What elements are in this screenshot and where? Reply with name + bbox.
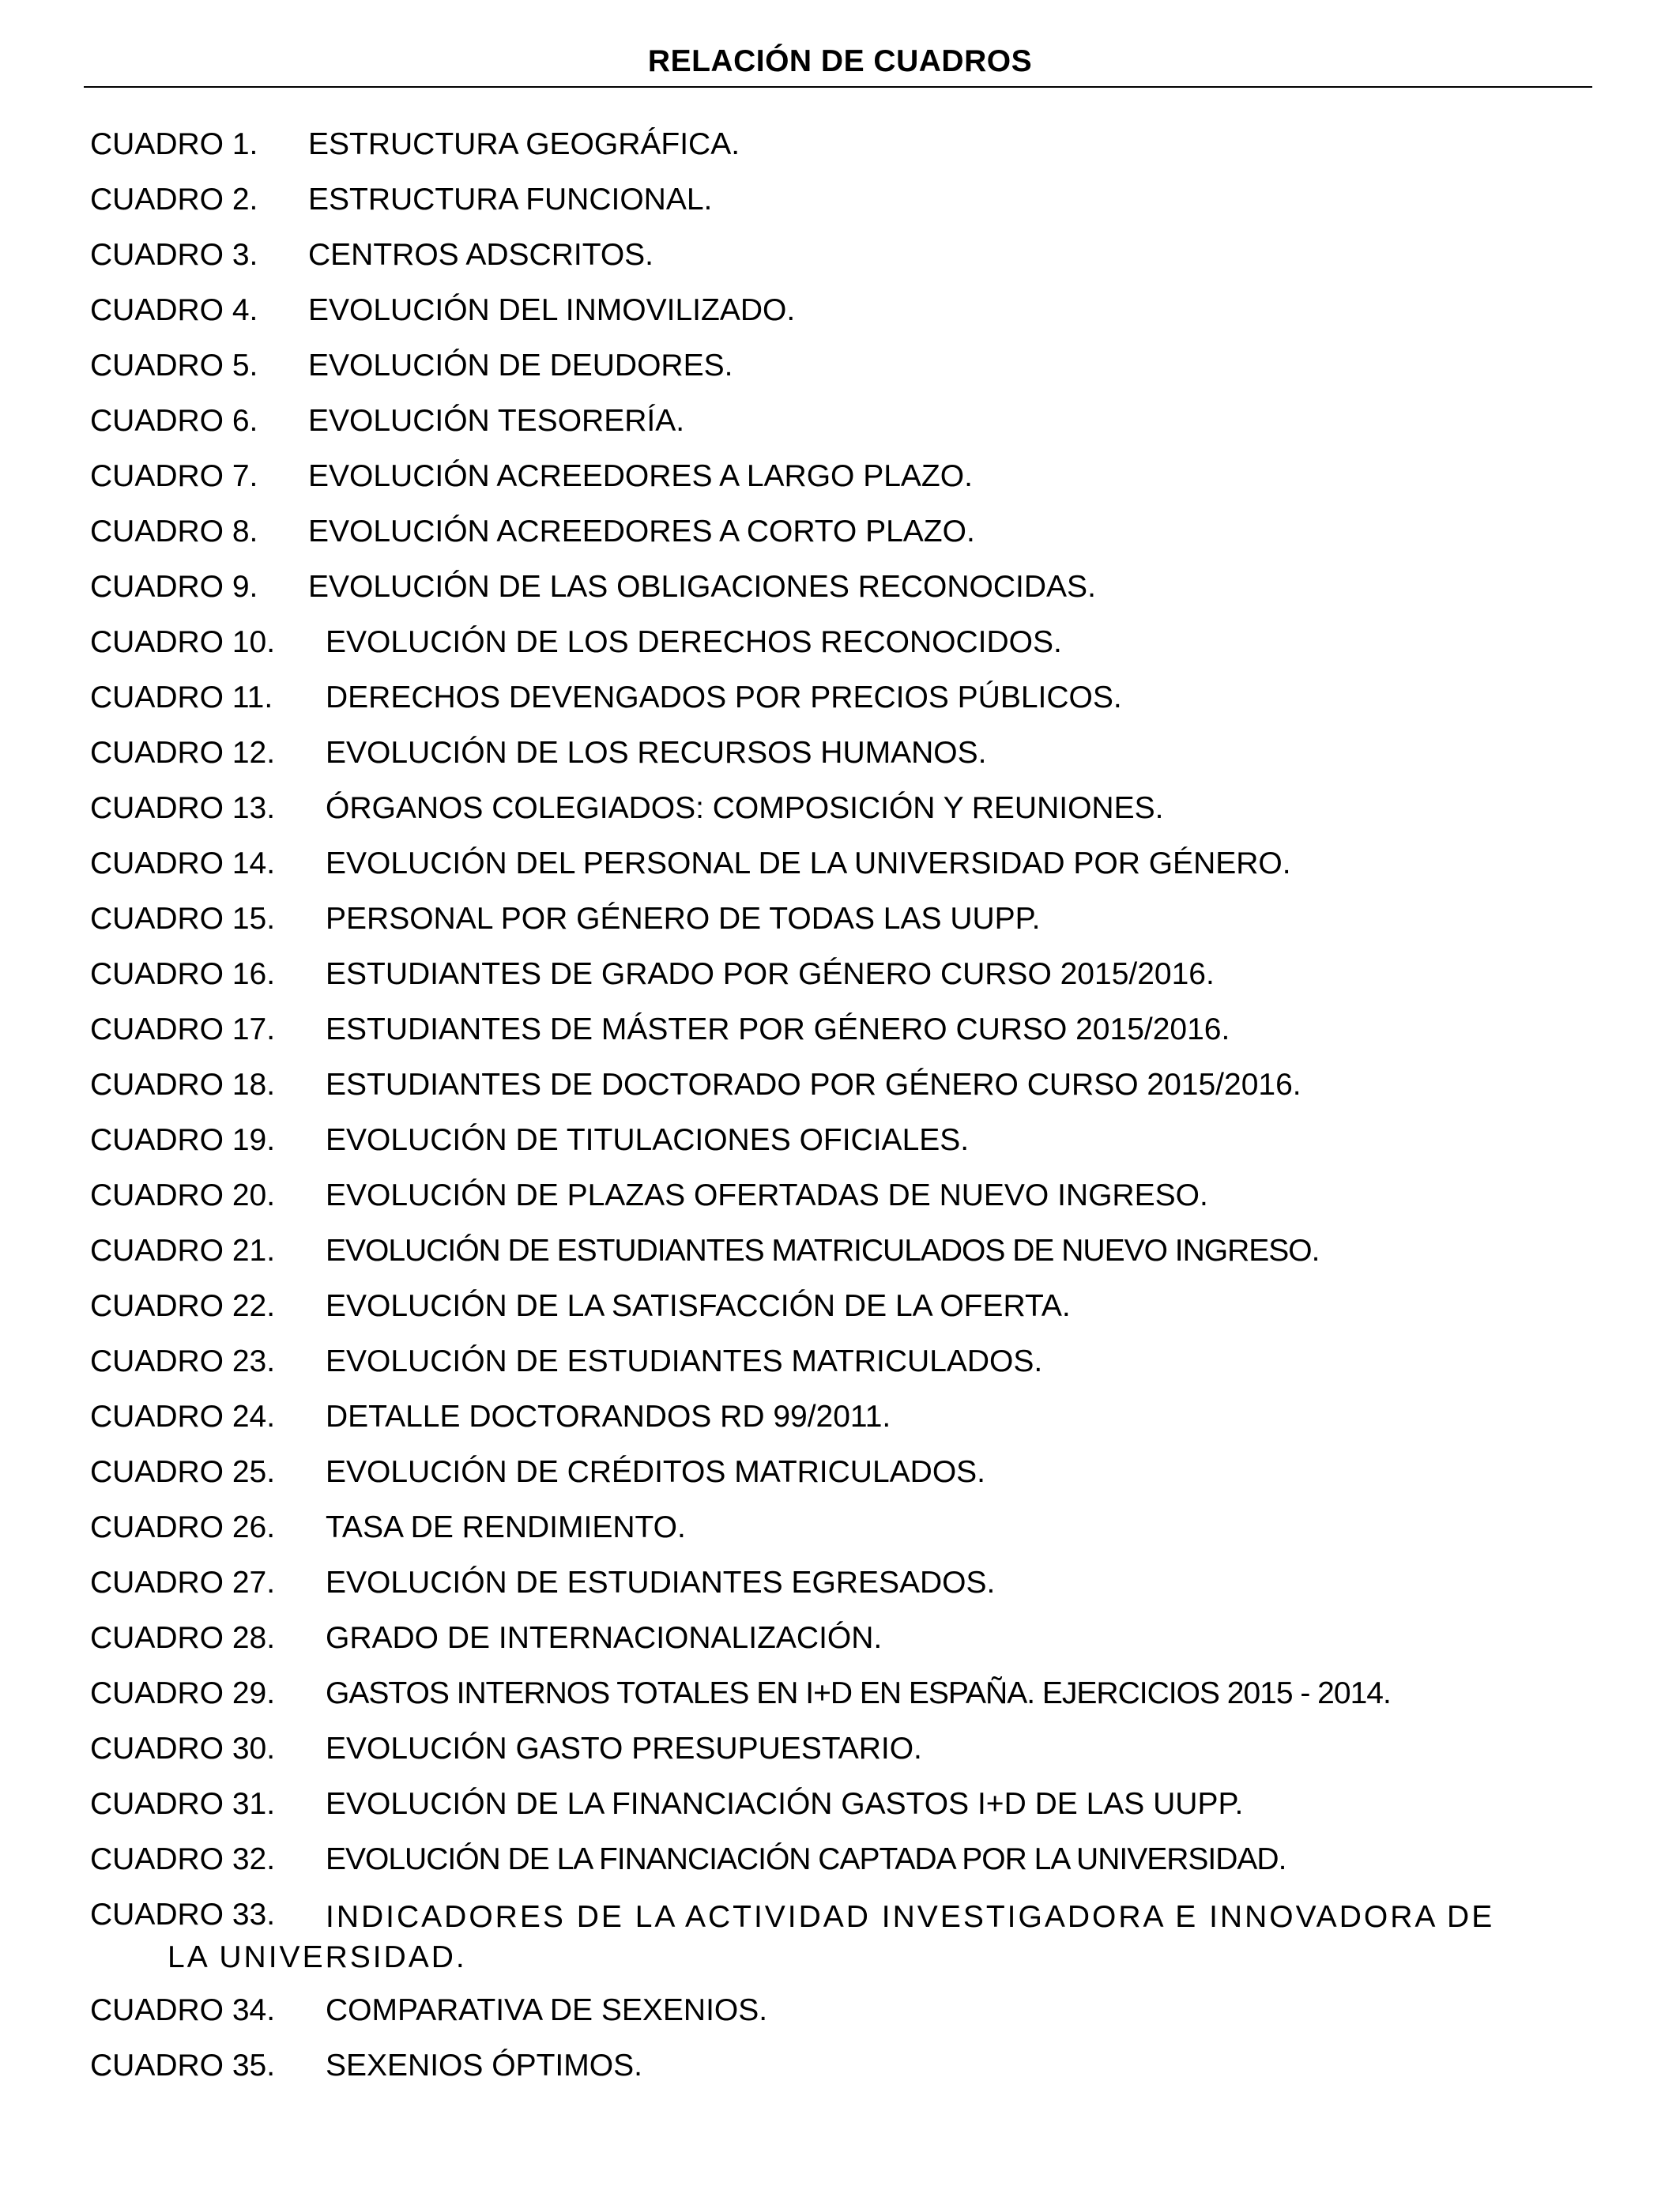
entry-title: ÓRGANOS COLEGIADOS: COMPOSICIÓN Y REUNIONES. — [326, 791, 1164, 825]
entry-title: EVOLUCIÓN TESORERÍA. — [308, 404, 685, 438]
entry-title: COMPARATIVA DE SEXENIOS. — [326, 1993, 768, 2027]
entry-number: CUADRO 34. — [90, 1993, 276, 2027]
list-item — [90, 1399, 1576, 1454]
title-divider — [84, 86, 1592, 88]
entry-number: CUADRO 18. — [90, 1068, 276, 1102]
entry-title: GASTOS INTERNOS TOTALES EN I+D EN ESPAÑA. EJERCICIOS 2015 - 2014. — [326, 1676, 1391, 1710]
entry-title: EVOLUCIÓN DE LAS OBLIGACIONES RECONOCIDAS. — [308, 570, 1096, 604]
list-item — [90, 1992, 1576, 2048]
entry-number: CUADRO 3. — [90, 238, 258, 272]
list-item — [90, 624, 1576, 680]
list-item — [90, 348, 1576, 403]
list-item — [90, 2048, 1576, 2103]
entry-title: EVOLUCIÓN ACREEDORES A LARGO PLAZO. — [308, 459, 973, 493]
entry-title: PERSONAL POR GÉNERO DE TODAS LAS UUPP. — [326, 902, 1041, 936]
entry-number: CUADRO 25. — [90, 1455, 276, 1489]
entry-number: CUADRO 2. — [90, 183, 258, 217]
entry-number: CUADRO 7. — [90, 459, 258, 493]
entry-title-continuation: LA UNIVERSIDAD. — [168, 1940, 467, 1974]
list-item — [90, 126, 1576, 182]
list-item — [90, 1565, 1576, 1620]
entry-number: CUADRO 30. — [90, 1732, 276, 1766]
entry-title: TASA DE RENDIMIENTO. — [326, 1510, 686, 1544]
list-item — [90, 1620, 1576, 1676]
entry-title: EVOLUCIÓN ACREEDORES A CORTO PLAZO. — [308, 515, 975, 548]
list-item — [90, 735, 1576, 790]
list-item — [90, 1731, 1576, 1786]
entry-number: CUADRO 17. — [90, 1012, 276, 1046]
entry-number: CUADRO 9. — [90, 570, 258, 604]
entry-title: EVOLUCIÓN DE LA FINANCIACIÓN GASTOS I+D DE LAS UUPP. — [326, 1787, 1244, 1821]
list-item — [90, 790, 1576, 846]
entry-number: CUADRO 8. — [90, 515, 258, 548]
table-list — [90, 126, 1576, 2103]
entry-title: EVOLUCIÓN DE ESTUDIANTES MATRICULADOS. — [326, 1344, 1043, 1378]
entry-title: EVOLUCIÓN DEL INMOVILIZADO. — [308, 293, 796, 327]
list-item — [90, 514, 1576, 569]
entry-number: CUADRO 33. — [90, 1898, 276, 1932]
list-item — [90, 182, 1576, 237]
list-item — [90, 1122, 1576, 1178]
entry-title: EVOLUCIÓN DE TITULACIONES OFICIALES. — [326, 1123, 970, 1157]
entry-title: ESTUDIANTES DE GRADO POR GÉNERO CURSO 2015/2016. — [326, 957, 1215, 991]
entry-number: CUADRO 4. — [90, 293, 258, 327]
entry-number: CUADRO 28. — [90, 1621, 276, 1655]
entry-number: CUADRO 1. — [90, 127, 258, 161]
list-item — [90, 1288, 1576, 1344]
entry-title: DERECHOS DEVENGADOS POR PRECIOS PÚBLICOS. — [326, 680, 1122, 714]
entry-title: EVOLUCIÓN DE LOS RECURSOS HUMANOS. — [326, 736, 987, 770]
entry-number: CUADRO 6. — [90, 404, 258, 438]
list-item — [90, 1344, 1576, 1399]
list-item — [90, 1178, 1576, 1233]
list-item — [90, 458, 1576, 514]
entry-number: CUADRO 15. — [90, 902, 276, 936]
entry-title: EVOLUCIÓN GASTO PRESUPUESTARIO. — [326, 1732, 922, 1766]
entry-title: EVOLUCIÓN DE ESTUDIANTES EGRESADOS. — [326, 1566, 996, 1600]
entry-title: ESTRUCTURA GEOGRÁFICA. — [308, 127, 740, 161]
entry-title: EVOLUCIÓN DE ESTUDIANTES MATRICULADOS DE NUEVO INGRESO. — [326, 1234, 1320, 1268]
entry-title: GRADO DE INTERNACIONALIZACIÓN. — [326, 1621, 883, 1655]
entry-number: CUADRO 22. — [90, 1289, 276, 1323]
entry-title: EVOLUCIÓN DEL PERSONAL DE LA UNIVERSIDAD POR GÉNERO. — [326, 846, 1291, 880]
entry-number: CUADRO 12. — [90, 736, 276, 770]
entry-number: CUADRO 32. — [90, 1842, 276, 1876]
list-item — [90, 403, 1576, 458]
entry-title: DETALLE DOCTORANDOS RD 99/2011. — [326, 1400, 891, 1434]
list-item — [90, 569, 1576, 624]
entry-title: EVOLUCIÓN DE PLAZAS OFERTADAS DE NUEVO INGRESO. — [326, 1178, 1208, 1212]
entry-number: CUADRO 26. — [90, 1510, 276, 1544]
entry-number: CUADRO 16. — [90, 957, 276, 991]
list-item — [90, 292, 1576, 348]
entry-number: CUADRO 10. — [90, 625, 276, 659]
list-item — [90, 1897, 1576, 1992]
list-item — [90, 237, 1576, 292]
entry-title: CENTROS ADSCRITOS. — [308, 238, 654, 272]
entry-title: ESTUDIANTES DE DOCTORADO POR GÉNERO CURSO 2015/2016. — [326, 1068, 1301, 1102]
entry-number: CUADRO 35. — [90, 2049, 276, 2083]
list-item — [90, 1676, 1576, 1731]
entry-number: CUADRO 21. — [90, 1234, 276, 1268]
list-item — [90, 846, 1576, 901]
list-item — [90, 1454, 1576, 1510]
list-item — [90, 1842, 1576, 1897]
entry-number: CUADRO 11. — [90, 680, 273, 714]
entry-title: ESTRUCTURA FUNCIONAL. — [308, 183, 713, 217]
list-item — [90, 1786, 1576, 1842]
entry-number: CUADRO 13. — [90, 791, 276, 825]
entry-number: CUADRO 29. — [90, 1676, 276, 1710]
list-item — [90, 901, 1576, 956]
list-item — [90, 1233, 1576, 1288]
list-item — [90, 956, 1576, 1012]
entry-title: INDICADORES DE LA ACTIVIDAD INVESTIGADORA E INNOVADORA DE — [326, 1900, 1495, 1934]
list-item — [90, 1510, 1576, 1565]
entry-number: CUADRO 14. — [90, 846, 276, 880]
entry-number: CUADRO 23. — [90, 1344, 276, 1378]
entry-title: ESTUDIANTES DE MÁSTER POR GÉNERO CURSO 2015/2016. — [326, 1012, 1230, 1046]
entry-number: CUADRO 5. — [90, 349, 258, 383]
list-item — [90, 1067, 1576, 1122]
entry-title: EVOLUCIÓN DE CRÉDITOS MATRICULADOS. — [326, 1455, 986, 1489]
entry-title: EVOLUCIÓN DE LA FINANCIACIÓN CAPTADA POR LA UNIVERSIDAD. — [326, 1842, 1286, 1876]
page-title: RELACIÓN DE CUADROS — [647, 44, 1033, 78]
entry-title: EVOLUCIÓN DE LOS DERECHOS RECONOCIDOS. — [326, 625, 1062, 659]
list-item — [90, 1012, 1576, 1067]
entry-number: CUADRO 31. — [90, 1787, 276, 1821]
entry-title: SEXENIOS ÓPTIMOS. — [326, 2049, 642, 2083]
entry-title: EVOLUCIÓN DE LA SATISFACCIÓN DE LA OFERTA. — [326, 1289, 1071, 1323]
entry-number: CUADRO 24. — [90, 1400, 276, 1434]
list-item — [90, 680, 1576, 735]
entry-number: CUADRO 19. — [90, 1123, 276, 1157]
entry-number: CUADRO 20. — [90, 1178, 276, 1212]
entry-number: CUADRO 27. — [90, 1566, 276, 1600]
entry-title: EVOLUCIÓN DE DEUDORES. — [308, 349, 733, 383]
